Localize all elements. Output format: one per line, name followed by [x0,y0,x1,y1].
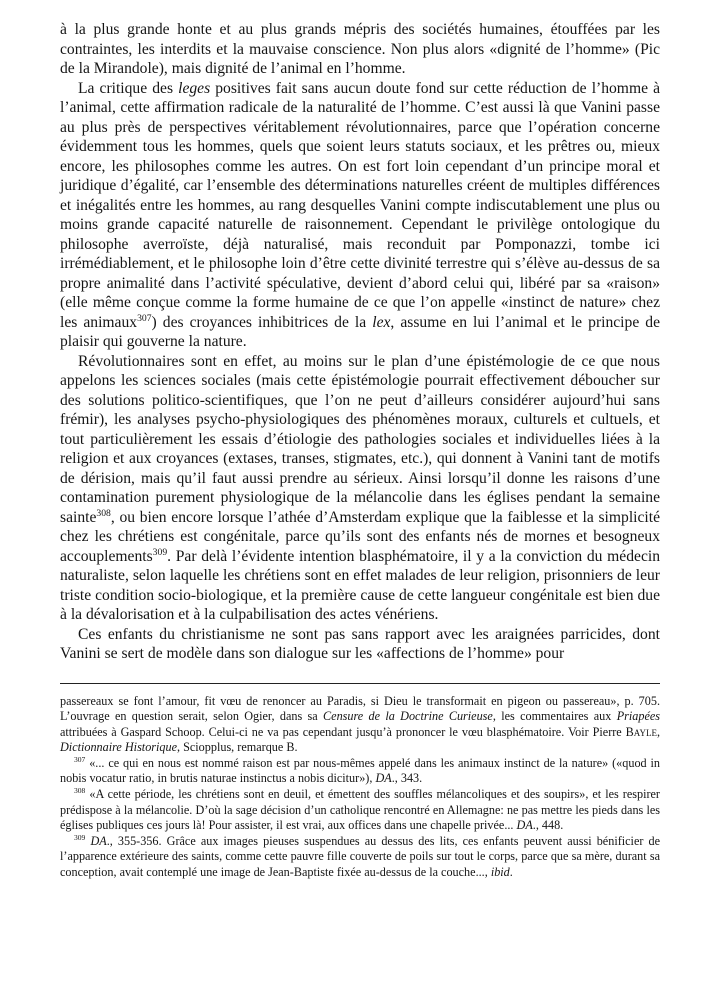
text-run: La critique des [78,79,179,97]
text-run: attribuées à Gaspard Schoop. Celui-ci ne va pas cependant jusqu’à prononcer le vœu blasphématoire. Voir Pierre [60,724,626,739]
text-run: «... ce qui en nous est nommé raison est par nous-mêmes appelé dans les animaux instinct de la nature» («quod in nobis vocatur ratio, in brutis naturae instinctus a nobis dicitur»), [60,755,660,786]
text-run: . [509,865,513,880]
text-run: positives fait sans aucun doute fond sur cette réduction de l’homme à l’animal, cette affirmation radicale de la naturalité de l’homme. C’est aussi là que Vanini passe au plus près de perspectives véritablement révolutionnaires, parce que l’opération concerne évidemment tous les hommes, quels que soient leurs statuts sociaux, et les prêtres ou, mieux encore, les philosophes comme les autres. On est fort loin cependant d’un principe moral et juridique d’égalité, car l’ensemble des déterminations naturelles créent de multiples différences et inégalités entre les hommes, au rang desquelles Vanini compte indiscutablement une plus ou moins grande capacité naturelle de raisonnement. Cependant le privilège ontologique du philosophe averroïste, déjà naturalisé, mais reconduit par Pomponazzi, tombe ici irrémédiablement, et le philosophe loin d’être cette divinité terrestre qui s’élève au-dessus de sa propre animalité dans l’activité spéculative, devient d’abord celui qui, libéré par sa «raison» (elle même conçue comme la forme humaine de ce que l’on appelle «instinct de nature» chez les animaux [60,79,660,331]
paragraph-2 [60,79,660,352]
text-run: passereaux se font l’amour, fit vœu de renoncer au Paradis, si Dieu le transformait en pigeon ou passereau», p. 705. L’ouvrage en question serait, selon Ogier, dans sa [60,693,660,724]
italic-term: Dictionnaire Historique [60,740,178,755]
text-run: Ces enfants du christianisme ne sont pas sans rapport avec les araignées parricides, dont Vanini se sert de modèle dans son dialogue sur les «affections de l’homme» pour [60,625,660,662]
italic-term: lex [372,313,391,331]
footnote-3 [60,787,660,834]
italic-term: Priapées [616,709,661,724]
text-run: , assume en lui l’animal et le principe de plaisir qui gouverne la nature. [60,313,660,350]
footnote-ref: 309 [74,832,86,842]
paragraph-4 [60,625,660,664]
text-run: , [656,724,660,739]
text-run: «A cette période, les chrétiens sont en deuil, et émettent des souffles mélancoliques et des soupirs», et les respirer prédispose à la mélancolie. D’où la sage décision d’un catholique rencontré en Allemagne: ne pas mettre les pieds dans les églises publiques ces jours là! Pour assister, il est vrai, aux offices dans une chapelle privée... [60,787,660,833]
italic-term: ibid [490,865,510,880]
italic-term: leges [178,79,211,97]
text-run: ) des croyances inhibitrices de la [151,313,373,331]
paragraph-1 [60,20,660,79]
book-page [60,20,660,881]
italic-term: DA [90,833,107,848]
footnote-separator [60,683,660,684]
italic-term: DA [516,818,533,833]
italic-term: DA [375,771,392,786]
footnote-2 [60,756,660,787]
text-run: ., 355-356. Grâce aux images pieuses suspendues au dessus des lits, ces enfants peuvent aussi bénificier de l’apparence extérieure des saints, comme cette pauvre fille couverte de poils sur tout le corps, parce que sa mère, durant sa conception, avait contemplé une image de Jean-Baptiste fixée au-dessus de la couche..., [60,833,661,880]
footnote-ref: 308 [74,786,86,795]
text-run: Révolutionnaires sont en effet, au moins sur le plan d’une épistémologie de ce que nous appelons les sciences sociales (mais cette épistémologie pourrait effectivement déboucher sur des solutions politico-scientifiques, que l’on ne peut d’ailleurs considérer aujourd’hui sans frémir), les analyses psycho-physiologiques des phénomènes moraux, culturels et cultuels, et tout particulièrement les essais d’étiologie des pathologies sociales et individuelles liées à la religion et aux croyances (extases, transes, stigmates, etc.), qui donnent à Vanini tant de motifs de dérision, mais qu’il faut aussi prendre au sérieux. Ainsi lorsqu’il donne les raisons d’une contamination purement physiologique de la mélancolie dans les églises pendant la semaine sainte [60,352,660,526]
footnote-1 [60,694,660,756]
text-run: à la plus grande honte et au plus grands mépris des sociétés humaines, étouffées par les contraintes, les interdits et la mauvaise conscience. Non plus alors «dignité de l’homme» (Pic de la Mirandole), mais dignité de l’animal en l’homme. [60,21,660,77]
text-run: , Sciopplus, remarque B. [177,740,298,755]
footnote-ref: 309 [152,546,168,558]
footnote-4 [60,834,660,881]
italic-term: Censure de la Doctrine Curieuse [323,709,493,724]
footnote-ref: 308 [96,507,111,519]
text-run: . Par delà l’évidente intention blasphématoire, il y a la conviction du médecin naturaliste, selon laquelle les chrétiens sont en effet malades de leur religion, prisonniers de leur triste condition socio-biologique, et la première cause de cette langueur congénitale est bien due à la dévalorisation et à la culpabilisation des actes vénériens. [60,547,660,623]
footnote-ref: 307 [74,754,86,764]
footnote-ref: 307 [137,312,152,324]
main-text [60,20,660,664]
footnotes [60,694,660,881]
author-name: Bayle [625,724,657,739]
text-run: , ou bien encore lorsque l’athée d’Amsterdam explique que la faiblesse et la simplicité chez les chrétiens est congénitale, parce qu’ils sont des enfants nés de mornes et besogneux accouplements [60,508,660,565]
text-run: ., 343. [391,771,423,786]
text-run: , les commentaires aux [492,709,617,724]
paragraph-3 [60,352,660,625]
text-run: ., 448. [532,818,564,833]
